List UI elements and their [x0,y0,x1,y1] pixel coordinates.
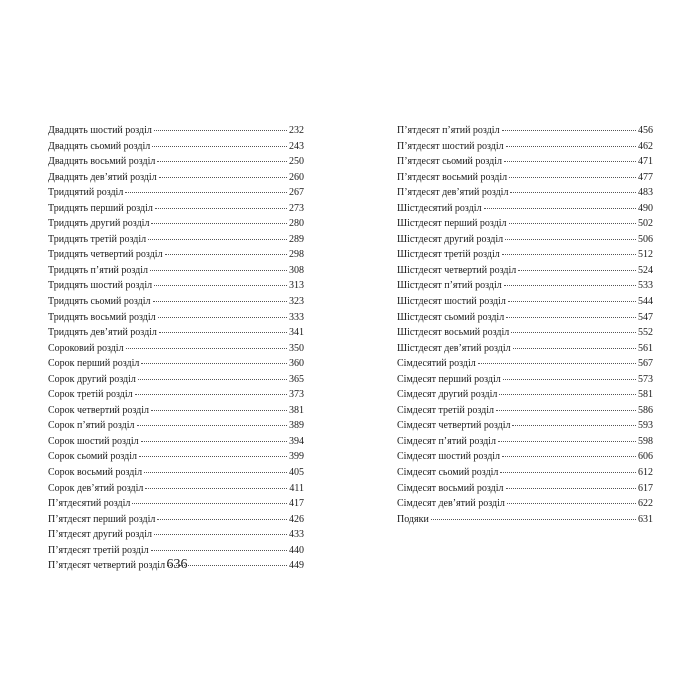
toc-entry-title: П’ятдесят перший розділ [48,513,156,525]
toc-entry [48,496,304,512]
toc-entry-title: Сімдесят другий розділ [397,389,498,401]
dot-leader [500,472,636,473]
dot-leader [512,425,636,426]
toc-entry-page-number: 456 [638,125,653,136]
dot-leader [154,534,287,535]
toc-entry [397,418,653,434]
toc-entry-title: Сімдесят восьмий розділ [397,482,504,494]
toc-entry-page-number: 280 [289,218,304,230]
toc-entry-page-number: 502 [638,218,653,230]
toc-entry-title: Сімдесятий розділ [397,358,476,370]
toc-entry [48,185,304,201]
dot-leader [151,410,287,411]
dot-leader [126,348,287,349]
toc-entry-title: Сорок сьомий розділ [48,451,137,463]
toc-entry-page-number: 547 [638,311,653,323]
toc-entry [48,449,304,465]
toc-entry-page-number: 289 [289,233,304,245]
toc-entry-page-number: 250 [289,156,304,168]
dot-leader [148,239,287,240]
dot-leader [144,472,287,473]
dot-leader [506,146,636,147]
toc-entry-title: Шістдесят другий розділ [397,233,504,245]
toc-entry-title: Тридцять дев’ятий розділ [48,327,157,339]
toc-entry [397,247,653,263]
toc-entry-title: Двадцять восьмий розділ [48,156,156,168]
toc-entry-title: П’ятдесят восьмий розділ [397,171,508,183]
toc-entry [397,170,653,186]
toc-entry [48,418,304,434]
toc-entry-page-number: 360 [289,358,304,370]
toc-entry [48,263,304,279]
dot-leader [152,146,287,147]
toc-entry-page-number: 323 [289,296,304,308]
toc-entry-page-number: 433 [289,529,304,541]
toc-entry [397,387,653,403]
toc-entry-title: Шістдесят сьомий розділ [397,311,505,323]
toc-entry [48,434,304,450]
dot-leader [145,488,287,489]
toc-entry-title: Сімдесят сьомий розділ [397,467,499,479]
toc-entry-title: Тридцять шостий розділ [48,280,153,292]
toc-entry-title: П’ятдесят третій розділ [48,544,149,556]
toc-entry-title: Сімдесят шостий розділ [397,451,501,463]
toc-entry [397,263,653,279]
toc-entry-page-number: 273 [289,202,304,214]
dot-leader [154,130,287,131]
toc-entry [48,201,304,217]
toc-entry-page-number: 232 [289,125,304,136]
toc-entry [397,139,653,155]
toc-entry [48,294,304,310]
toc-entry-title: Сорок восьмий розділ [48,467,143,479]
dot-leader [518,270,636,271]
dot-leader [510,192,636,193]
toc-entry-title: Сорок третій розділ [48,389,133,401]
toc-entry-title: Шістдесят восьмий розділ [397,327,510,339]
dot-leader [498,441,636,442]
dot-leader [499,394,636,395]
dot-leader [506,317,636,318]
toc-entry-page-number: 313 [289,280,304,292]
dot-leader [158,317,287,318]
toc-entry [397,341,653,357]
toc-entry-title: Шістдесят шостий розділ [397,296,506,308]
toc-entry [48,278,304,294]
toc-entry-title: Тридцять четвертий розділ [48,249,163,261]
toc-entry-page-number: 405 [289,467,304,479]
dot-leader [135,394,287,395]
toc-entry [48,403,304,419]
toc-entry-page-number: 394 [289,435,304,447]
toc-entry [48,216,304,232]
toc-entry-page-number: 243 [289,140,304,152]
toc-entry-page-number: 333 [289,311,304,323]
dot-leader [132,503,287,504]
toc-entry-page-number: 593 [638,420,653,432]
dot-leader [506,488,636,489]
dot-leader [150,270,287,271]
toc-entry-title: Шістдесят п’ятий розділ [397,280,502,292]
toc-entry-title: Шістдесятий розділ [397,202,482,214]
page-number: 636 [166,557,188,572]
toc-entry-page-number: 606 [638,451,653,463]
dot-leader [502,254,636,255]
toc-entry-title: Двадцять дев’ятий розділ [48,171,157,183]
toc-list-left [48,123,304,574]
toc-entry-page-number: 462 [638,140,653,152]
toc-entry-title: Тридцять сьомий розділ [48,296,151,308]
toc-entry-title: П’ятдесят сьомий розділ [397,156,503,168]
toc-entry-page-number: 483 [638,187,653,199]
dot-leader [431,519,636,520]
dot-leader [154,285,287,286]
toc-entry-page-number: 490 [638,202,653,214]
toc-entry [48,247,304,263]
toc-entry [397,310,653,326]
toc-entry-title: П’ятдесят шостий розділ [397,140,504,152]
toc-entry-title: Тридцять перший розділ [48,202,153,214]
toc-entry-page-number: 533 [638,280,653,292]
toc-entry [48,512,304,528]
toc-entry-page-number: 399 [289,451,304,463]
toc-entry-page-number: 622 [638,498,653,510]
toc-entry [48,139,304,155]
toc-entry-page-number: 267 [289,187,304,199]
toc-entry-page-number: 612 [638,467,653,479]
toc-entry-page-number: 341 [289,327,304,339]
toc-entry [48,232,304,248]
toc-entry-page-number: 365 [289,373,304,385]
toc-entry-title: Шістдесят перший розділ [397,218,507,230]
toc-entry-page-number: 573 [638,373,653,385]
toc-entry-page-number: 567 [638,358,653,370]
dot-leader [505,239,636,240]
toc-entry-page-number: 544 [638,296,653,308]
dot-leader [137,425,287,426]
toc-entry-title: Подяки [397,513,429,525]
dot-leader [478,363,636,364]
toc-entry [397,512,653,528]
dot-leader [138,379,287,380]
dot-leader [139,456,287,457]
toc-entry-page-number: 381 [289,404,304,416]
toc-entry-title: Тридцять другий розділ [48,218,150,230]
toc-entry [48,170,304,186]
toc-entry [397,403,653,419]
toc-entry-title: Тридцятий розділ [48,187,124,199]
dot-leader [159,332,287,333]
dot-leader [484,208,636,209]
toc-entry-title: Двадцять шостий розділ [48,125,152,136]
toc-entry-page-number: 426 [289,513,304,525]
toc-entry-title: Шістдесят дев’ятий розділ [397,342,511,354]
dot-leader [151,550,287,551]
left-page [48,123,304,574]
toc-entry [397,154,653,170]
toc-entry-page-number: 350 [289,342,304,354]
dot-leader [502,130,636,131]
toc-entry [48,465,304,481]
toc-entry [48,372,304,388]
toc-entry-title: П’ятдесят дев’ятий розділ [397,187,509,199]
toc-entry-page-number: 308 [289,264,304,276]
toc-entry-title: Сорок п’ятий розділ [48,420,135,432]
toc-entry [48,310,304,326]
toc-entry-page-number: 373 [289,389,304,401]
toc-entry-page-number: 598 [638,435,653,447]
dot-leader [496,410,636,411]
toc-entry-title: Сорок четвертий розділ [48,404,150,416]
dot-leader [165,254,287,255]
dot-leader [157,161,287,162]
toc-entry-page-number: 581 [638,389,653,401]
toc-entry-page-number: 524 [638,264,653,276]
toc-entry-page-number: 477 [638,171,653,183]
toc-entry [397,449,653,465]
dot-leader [141,363,287,364]
toc-entry [48,387,304,403]
dot-leader [157,519,287,520]
toc-entry-title: Шістдесят четвертий розділ [397,264,517,276]
toc-entry-title: Тридцять п’ятий розділ [48,264,149,276]
toc-entry-title: П’ятдесят п’ятий розділ [397,125,500,136]
toc-entry-page-number: 471 [638,156,653,168]
toc-entry-page-number: 440 [289,544,304,556]
toc-entry [397,325,653,341]
toc-entry [48,481,304,497]
toc-entry-page-number: 449 [289,560,304,572]
dot-leader [502,456,636,457]
toc-entry-title: Сімдесят п’ятий розділ [397,435,496,447]
toc-entry [397,278,653,294]
toc-entry-title: Тридцять восьмий розділ [48,311,156,323]
toc-entry-title: Двадцять сьомий розділ [48,140,151,152]
toc-entry [48,527,304,543]
toc-entry-page-number: 298 [289,249,304,261]
toc-entry [397,372,653,388]
dot-leader [151,223,287,224]
toc-entry [397,481,653,497]
dot-leader [155,208,287,209]
toc-entry-title: Сорок шостий розділ [48,435,139,447]
toc-entry [48,543,304,559]
dot-leader [125,192,287,193]
dot-leader [503,379,636,380]
toc-entry [48,123,304,139]
toc-entry-page-number: 411 [289,482,304,494]
toc-entry-title: П’ятдесят другий розділ [48,529,152,541]
dot-leader [508,301,636,302]
toc-list-right [397,123,653,527]
toc-entry-page-number: 586 [638,404,653,416]
toc-entry-title: Сороковий розділ [48,342,124,354]
dot-leader [159,177,287,178]
toc-entry-page-number: 389 [289,420,304,432]
toc-entry [397,294,653,310]
toc-entry [397,232,653,248]
dot-leader [141,441,287,442]
toc-entry [397,123,653,139]
toc-entry-title: Сімдесят перший розділ [397,373,501,385]
toc-entry-page-number: 552 [638,327,653,339]
toc-entry-page-number: 617 [638,482,653,494]
dot-leader [511,332,636,333]
dot-leader [153,301,287,302]
toc-entry [397,496,653,512]
toc-entry-page-number: 417 [289,498,304,510]
toc-entry [48,341,304,357]
toc-entry-title: Сорок другий розділ [48,373,136,385]
toc-entry [397,465,653,481]
toc-entry [48,154,304,170]
toc-entry-title: П’ятдесятий розділ [48,498,131,510]
toc-entry-title: Шістдесят третій розділ [397,249,500,261]
right-page [397,123,653,527]
dot-leader [509,177,636,178]
dot-leader [504,161,636,162]
toc-entry [397,216,653,232]
toc-entry-title: Сімдесят четвертий розділ [397,420,511,432]
toc-entry-title: Сімдесят третій розділ [397,404,495,416]
toc-entry [397,434,653,450]
toc-entry [48,356,304,372]
toc-entry [397,356,653,372]
toc-entry-title: П’ятдесят четвертий розділ [48,560,166,572]
toc-entry-page-number: 506 [638,233,653,245]
dot-leader [509,223,636,224]
toc-entry-title: Сімдесят дев’ятий розділ [397,498,505,510]
toc-entry-page-number: 260 [289,171,304,183]
toc-entry-title: Сорок перший розділ [48,358,140,370]
toc-entry-page-number: 512 [638,249,653,261]
toc-entry-title: Сорок дев’ятий розділ [48,482,144,494]
dot-leader [513,348,636,349]
dot-leader [507,503,636,504]
toc-entry [397,201,653,217]
toc-entry-page-number: 631 [638,513,653,525]
toc-entry [48,325,304,341]
toc-entry-title: Тридцять третій розділ [48,233,147,245]
toc-entry [397,185,653,201]
toc-entry-page-number: 561 [638,342,653,354]
dot-leader [504,285,636,286]
